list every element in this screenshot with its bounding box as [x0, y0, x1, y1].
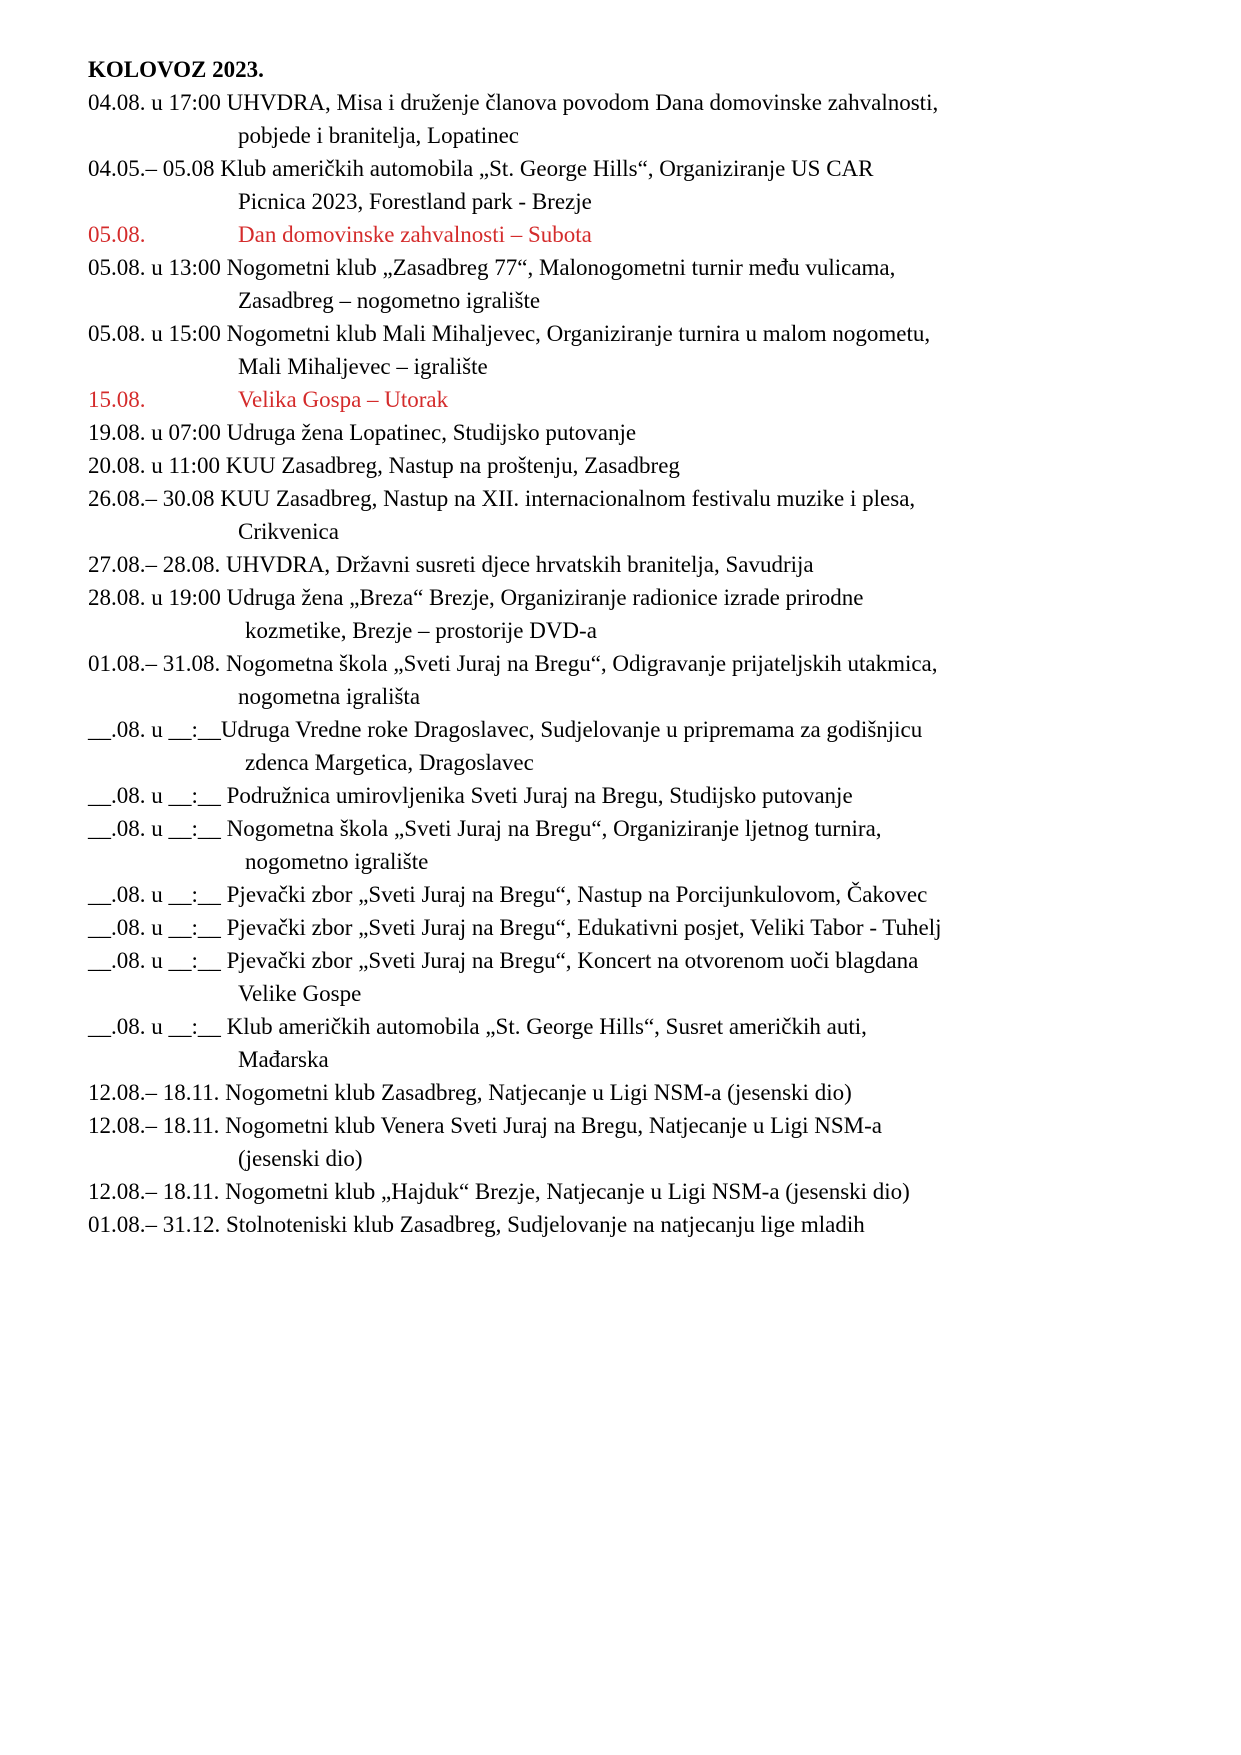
event-line: __.08. u __:__ Pjevački zbor „Sveti Juraj na Bregu“, Koncert na otvorenom uoči blagdana: [88, 948, 919, 973]
holiday-label: Dan domovinske zahvalnosti – Subota: [238, 222, 592, 247]
event-line: 20.08. u 11:00 KUU Zasadbreg, Nastup na proštenju, Zasadbreg: [88, 453, 680, 478]
event-line: 12.08.– 18.11. Nogometni klub „Hajduk“ Brezje, Natjecanje u Ligi NSM-a (jesenski dio): [88, 1179, 910, 1204]
event-continuation: zdenca Margetica, Dragoslavec: [245, 750, 534, 775]
event-line: __.08. u __:__Udruga Vredne roke Dragoslavec, Sudjelovanje u pripremama za godišnjicu: [88, 717, 923, 742]
event-line: 12.08.– 18.11. Nogometni klub Venera Sveti Juraj na Bregu, Natjecanje u Ligi NSM-a: [88, 1113, 882, 1138]
event-continuation: Velike Gospe: [238, 981, 362, 1006]
event-line: 01.08.– 31.08. Nogometna škola „Sveti Juraj na Bregu“, Odigravanje prijateljskih utakmica,: [88, 651, 938, 676]
event-continuation: (jesenski dio): [238, 1146, 363, 1171]
event-line: __.08. u __:__ Nogometna škola „Sveti Juraj na Bregu“, Organiziranje ljetnog turnira,: [88, 816, 882, 841]
event-continuation: kozmetike, Brezje – prostorije DVD-a: [245, 618, 597, 643]
event-continuation: Crikvenica: [238, 519, 339, 544]
document-page: [88, 53, 1168, 1241]
event-continuation: Picnica 2023, Forestland park - Brezje: [238, 189, 592, 214]
event-continuation: Mali Mihaljevec – igralište: [238, 354, 488, 379]
event-continuation: nogometno igralište: [245, 849, 429, 874]
event-line: 05.08. u 13:00 Nogometni klub „Zasadbreg 77“, Malonogometni turnir među vulicama,: [88, 255, 896, 280]
holiday-date: 15.08.: [88, 387, 146, 412]
holiday-label: Velika Gospa – Utorak: [238, 387, 449, 412]
event-line: __.08. u __:__ Pjevački zbor „Sveti Juraj na Bregu“, Edukativni posjet, Veliki Tabor - Tuhelj: [88, 915, 942, 940]
event-continuation: pobjede i branitelja, Lopatinec: [238, 123, 519, 148]
event-line: 05.08. u 15:00 Nogometni klub Mali Mihaljevec, Organiziranje turnira u malom nogometu,: [88, 321, 931, 346]
page-title: KOLOVOZ 2023.: [88, 57, 264, 82]
event-continuation: Mađarska: [238, 1047, 329, 1072]
event-line: __.08. u __:__ Podružnica umirovljenika Sveti Juraj na Bregu, Studijsko putovanje: [88, 783, 853, 808]
event-line: 28.08. u 19:00 Udruga žena „Breza“ Brezje, Organiziranje radionice izrade prirodne: [88, 585, 864, 610]
event-line: 27.08.– 28.08. UHVDRA, Državni susreti djece hrvatskih branitelja, Savudrija: [88, 552, 814, 577]
event-line: __.08. u __:__ Pjevački zbor „Sveti Juraj na Bregu“, Nastup na Porcijunkulovom, Čakovec: [88, 882, 928, 907]
event-line: 04.05.– 05.08 Klub američkih automobila „St. George Hills“, Organiziranje US CAR: [88, 156, 874, 181]
event-line: 19.08. u 07:00 Udruga žena Lopatinec, Studijsko putovanje: [88, 420, 637, 445]
holiday-date: 05.08.: [88, 222, 146, 247]
event-continuation: nogometna igrališta: [238, 684, 421, 709]
event-continuation: Zasadbreg – nogometno igralište: [238, 288, 541, 313]
event-line: 04.08. u 17:00 UHVDRA, Misa i druženje članova povodom Dana domovinske zahvalnosti,: [88, 90, 939, 115]
event-line: 01.08.– 31.12. Stolnoteniski klub Zasadbreg, Sudjelovanje na natjecanju lige mladih: [88, 1212, 865, 1237]
holiday-line: [88, 218, 1168, 251]
event-line: 12.08.– 18.11. Nogometni klub Zasadbreg, Natjecanje u Ligi NSM-a (jesenski dio): [88, 1080, 852, 1105]
holiday-line: [88, 383, 1168, 416]
event-line: 26.08.– 30.08 KUU Zasadbreg, Nastup na XII. internacionalnom festivalu muzike i plesa,: [88, 486, 916, 511]
event-line: __.08. u __:__ Klub američkih automobila „St. George Hills“, Susret američkih auti,: [88, 1014, 867, 1039]
